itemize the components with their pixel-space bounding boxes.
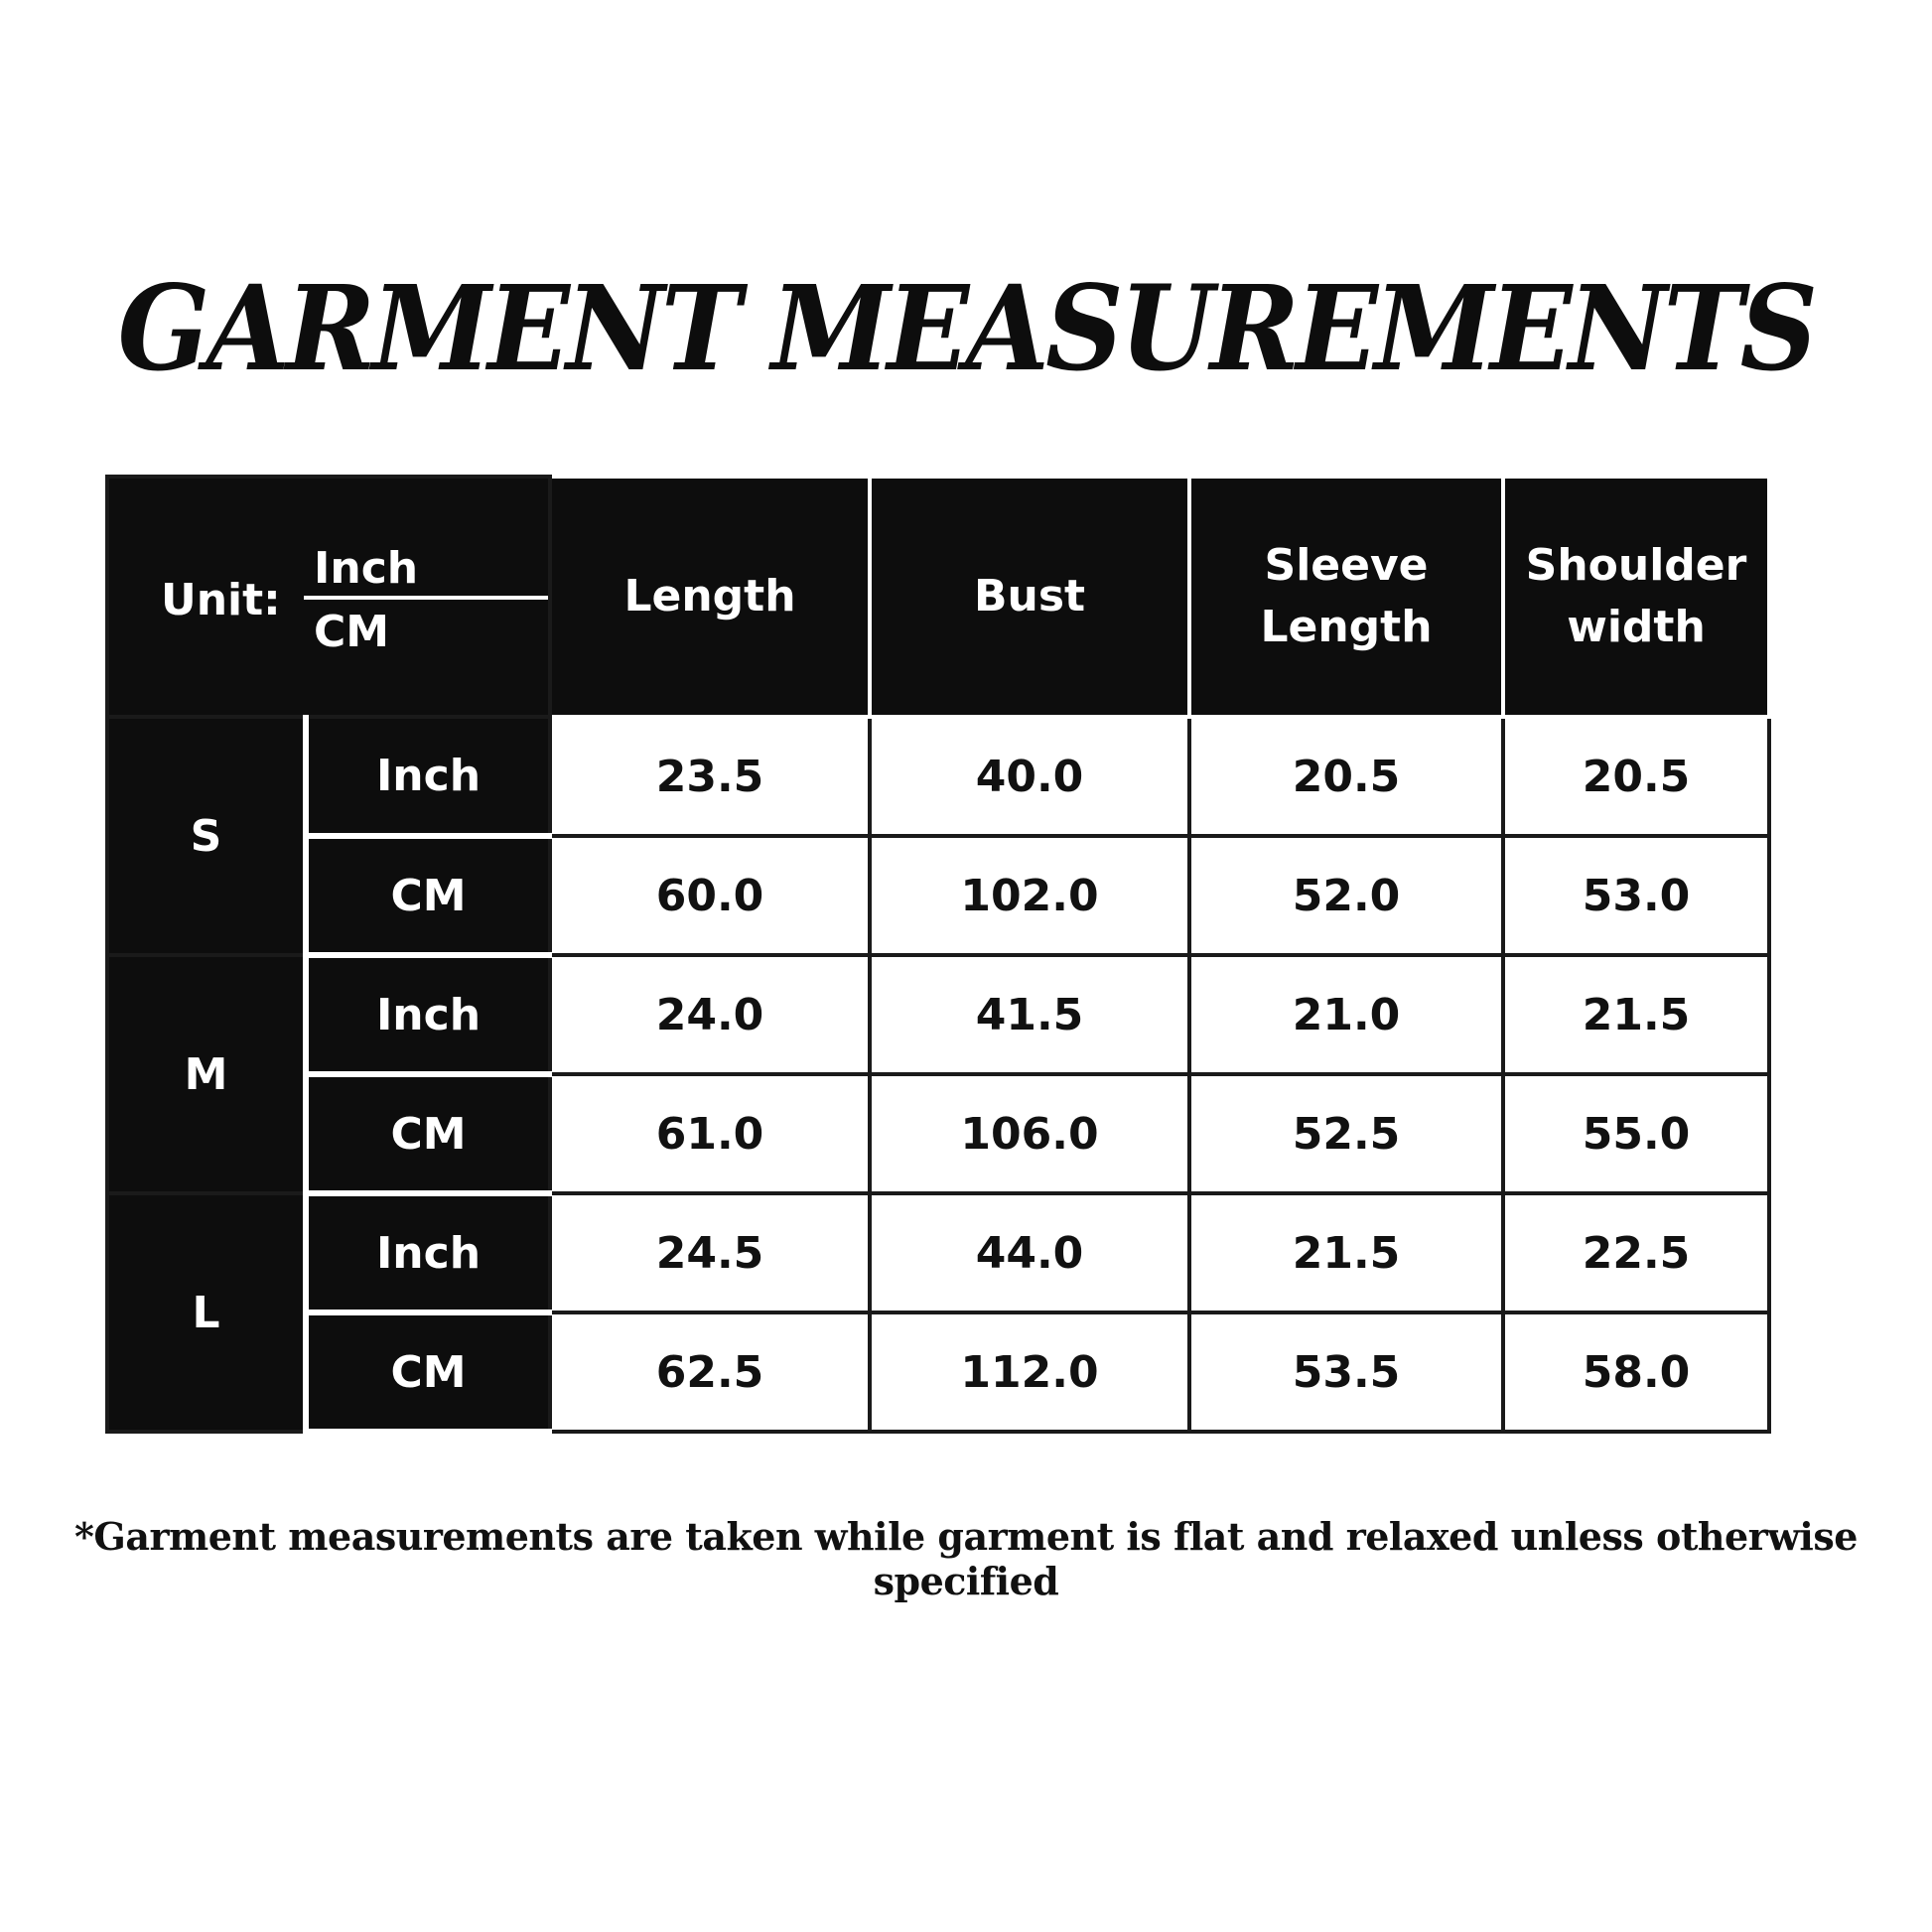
table-cell: 61.0 (550, 1074, 870, 1193)
table-row (107, 1074, 1769, 1193)
table-cell: 21.5 (1189, 1193, 1503, 1312)
table-row (107, 717, 1769, 836)
size-label: L (107, 1193, 306, 1432)
unit-label: Unit: (161, 575, 281, 625)
table-cell: 20.5 (1189, 717, 1503, 836)
table-cell: 112.0 (870, 1312, 1189, 1432)
row-unit-label: Inch (306, 717, 550, 836)
table-cell: 24.0 (550, 955, 870, 1074)
measurement-table (105, 475, 1771, 1435)
unit-divider (304, 596, 550, 600)
table-cell: 20.5 (1503, 717, 1769, 836)
page-title: GARMENT MEASUREMENTS (117, 259, 1815, 397)
column-header-sleeve-length: Sleeve Length (1189, 477, 1503, 717)
table-cell: 53.0 (1503, 836, 1769, 955)
table-cell: 53.5 (1189, 1312, 1503, 1432)
row-unit-label: Inch (306, 1193, 550, 1312)
table-cell: 24.5 (550, 1193, 870, 1312)
table-cell: 23.5 (550, 717, 870, 836)
table-cell: 62.5 (550, 1312, 870, 1432)
table-cell: 52.5 (1189, 1074, 1503, 1193)
unit-inch-label: Inch (314, 543, 419, 594)
row-unit-label: CM (306, 1312, 550, 1432)
table-cell: 44.0 (870, 1193, 1189, 1312)
size-label: M (107, 955, 306, 1193)
column-header-shoulder-width: Shoulder width (1503, 477, 1769, 717)
column-header-length: Length (550, 477, 870, 717)
table-row (107, 836, 1769, 955)
unit-cm-label: CM (314, 607, 390, 657)
row-unit-label: CM (306, 836, 550, 955)
table-cell: 55.0 (1503, 1074, 1769, 1193)
table-header-row (107, 477, 1769, 717)
table-cell: 22.5 (1503, 1193, 1769, 1312)
unit-header-cell (107, 477, 550, 717)
table-cell: 41.5 (870, 955, 1189, 1074)
table-cell: 102.0 (870, 836, 1189, 955)
footnote: *Garment measurements are taken while garment is flat and relaxed unless otherwise specified (74, 1514, 1858, 1603)
table-row (107, 1193, 1769, 1312)
row-unit-label: CM (306, 1074, 550, 1193)
table-row (107, 955, 1769, 1074)
table-cell: 60.0 (550, 836, 870, 955)
size-label: S (107, 717, 306, 955)
table-cell: 52.0 (1189, 836, 1503, 955)
table-cell: 106.0 (870, 1074, 1189, 1193)
row-unit-label: Inch (306, 955, 550, 1074)
table-cell: 21.5 (1503, 955, 1769, 1074)
table-cell: 40.0 (870, 717, 1189, 836)
table-cell: 21.0 (1189, 955, 1503, 1074)
column-header-bust: Bust (870, 477, 1189, 717)
table-cell: 58.0 (1503, 1312, 1769, 1432)
table-row (107, 1312, 1769, 1432)
